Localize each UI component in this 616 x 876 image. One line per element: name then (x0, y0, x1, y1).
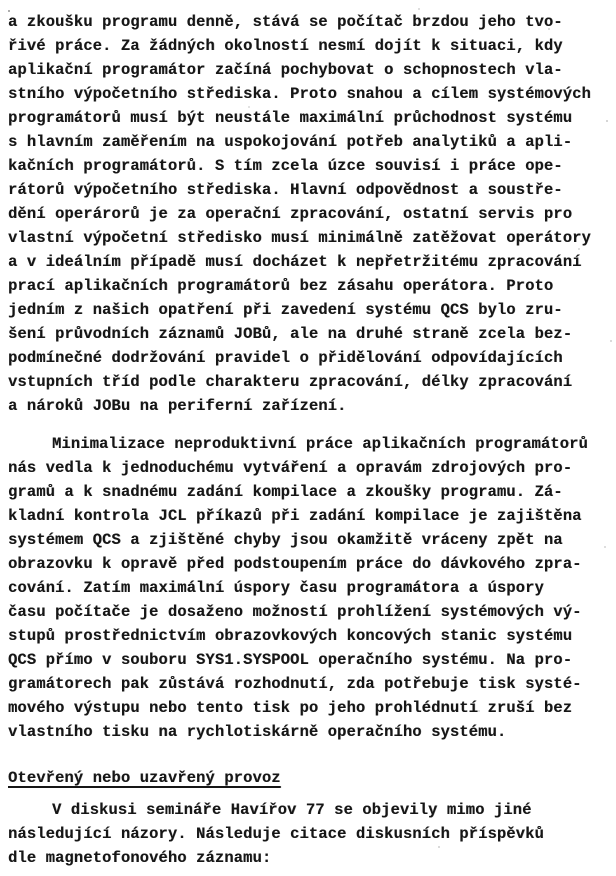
paragraph-1 (8, 10, 610, 418)
text-line: a zkoušku programu denně, stává se počítač brzdou jeho tvo- (8, 13, 563, 31)
text-line: a nároků JOBu na periferní zařízení. (8, 397, 347, 415)
text-line: řivé práce. Za žádných okolností nesmí dojít k situaci, kdy (8, 37, 563, 55)
text-line: jedním z našich opatření při zavedení systému QCS bylo zru- (8, 301, 563, 319)
text-line: stního výpočetního střediska. Proto snahou a cílem systémových (8, 85, 591, 103)
text-line: s hlavním zaměřením na uspokojování potřeb analytiků a apli- (8, 133, 573, 151)
text-line: nás vedla k jednoduchému vytváření a opravám zdrojových pro- (8, 459, 573, 477)
paragraph-3 (8, 798, 610, 870)
text-line: stupů prostřednictvím obrazovkových koncových stanic systému (8, 627, 573, 645)
text-line: QCS přímo v souboru SYS1.SYSPOOL operačního systému. Na pro- (8, 651, 573, 669)
text-line: Minimalizace neproduktivní práce aplikačních programátorů (52, 435, 588, 453)
text-line: času počítače je dosaženo možností prohlížení systémových vý- (8, 603, 582, 621)
text-line: rátorů výpočetního střediska. Hlavní odpovědnost a soustře- (8, 181, 563, 199)
text-line: prací aplikačních programátorů bez zásahu operátora. Proto (8, 277, 554, 295)
paragraph-2 (8, 432, 610, 744)
text-line: kačních programátorů. S tím zcela úzce souvisí i práce ope- (8, 157, 563, 175)
text-line: vstupních tříd podle charakteru zpracování, délky zpracování (8, 373, 573, 391)
text-line: následující názory. Následuje citace diskusních příspěvků (8, 825, 544, 843)
scan-noise-speckles (8, 10, 10, 12)
text-line: mového výstupu nebo tento tisk po jeho prohlédnutí zruší bez (8, 699, 573, 717)
text-line: gramátorech pak zůstává rozhodnutí, zda potřebuje tisk systé- (8, 675, 582, 693)
text-line: dle magnetofonového záznamu: (8, 849, 272, 867)
text-line: dění operárorů je za operační zpracování, ostatní servis pro (8, 205, 573, 223)
text-line: gramů a k snadnému zadání kompilace a zkoušky programu. Zá- (8, 483, 563, 501)
text-line: šení průvodních záznamů JOBů, ale na druhé straně zcela bez- (8, 325, 573, 343)
text-line: vlastní výpočetní středisko musí minimálně zatěžovat operátory (8, 229, 591, 247)
text-line: systémem QCS a zjištěné chyby jsou okamžitě vráceny zpět na (8, 531, 563, 549)
text-line: podmínečné dodržování pravidel o přidělování odpovídajících (8, 349, 563, 367)
text-line: kladní kontrola JCL příkazů při zadání kompilace je zajištěna (8, 507, 582, 525)
text-line: cování. Zatím maximální úspory času programátora a úspory (8, 579, 544, 597)
text-line: obrazovku k opravě před podstoupením práce do dávkového zpra- (8, 555, 582, 573)
text-line: aplikační programátor začíná pochybovat o schopnostech vla- (8, 61, 563, 79)
text-line: a v ideálním případě musí docházet k nepřetržitému zpracování (8, 253, 582, 271)
section-heading: Otevřený nebo uzavřený provoz (8, 769, 281, 787)
text-line: V diskusi semináře Havířov 77 se objevily mimo jiné (52, 801, 532, 819)
text-line: programátorů musí být neustále maximální průchodnost systému (8, 109, 573, 127)
text-line: vlastního tisku na rychlotiskárně operačního systému. (8, 723, 507, 741)
